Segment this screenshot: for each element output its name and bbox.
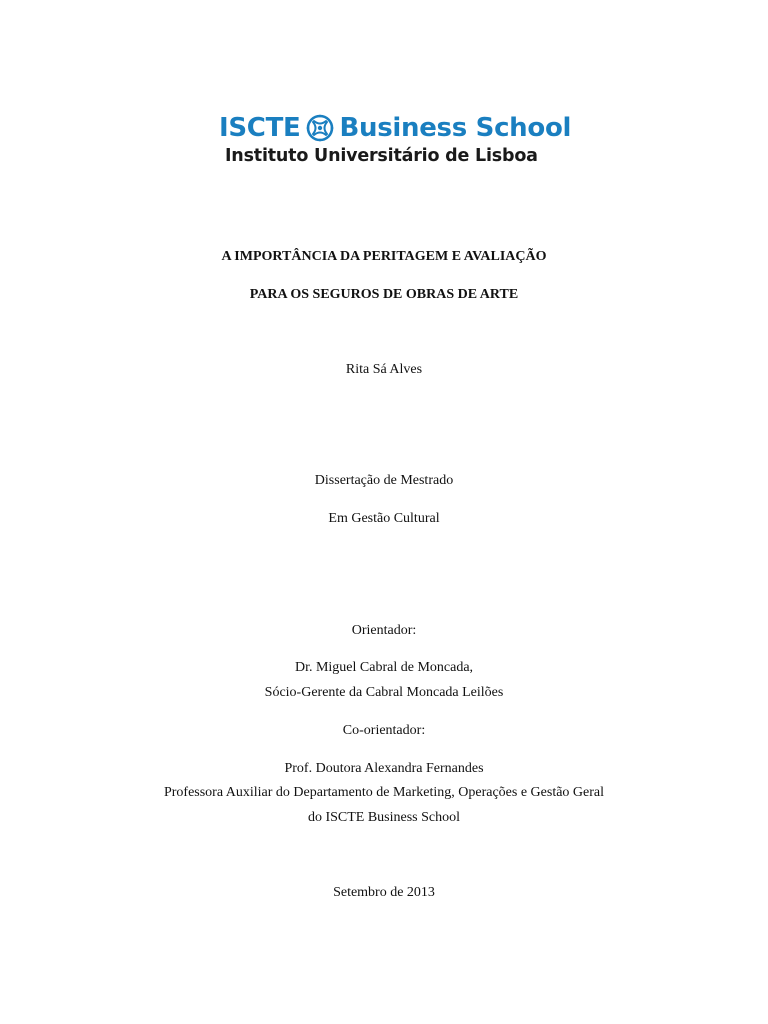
thesis-title-line-1: A IMPORTÂNCIA DA PERITAGEM E AVALIAÇÃO xyxy=(221,249,547,264)
advisor-heading: Orientador: xyxy=(351,623,417,638)
co-advisor-role-line-1: Professora Auxiliar do Departamento de Marketing, Operações e Gestão Geral xyxy=(163,785,605,800)
degree-field: Em Gestão Cultural xyxy=(328,511,440,526)
advisor-name: Dr. Miguel Cabral de Moncada, xyxy=(294,660,474,675)
co-advisor-name: Prof. Doutora Alexandra Fernandes xyxy=(284,761,484,776)
submission-date: Setembro de 2013 xyxy=(333,885,435,900)
advisor-role: Sócio-Gerente da Cabral Moncada Leilões xyxy=(264,685,504,700)
author-name: Rita Sá Alves xyxy=(345,362,423,377)
logo-subtitle: Instituto Universitário de Lisboa xyxy=(225,146,538,166)
logo-name-right: Business School xyxy=(339,113,572,143)
logo-wordmark xyxy=(219,110,571,146)
thesis-title-line-2: PARA OS SEGUROS DE OBRAS DE ARTE xyxy=(249,287,519,302)
co-advisor-role-line-2: do ISCTE Business School xyxy=(307,810,461,825)
co-advisor-heading: Co-orientador: xyxy=(342,723,426,738)
iscte-business-school-logo xyxy=(219,110,572,170)
degree-type: Dissertação de Mestrado xyxy=(314,473,454,488)
logo-name-left: ISCTE xyxy=(219,113,301,143)
iscte-swirl-emblem-icon xyxy=(305,113,335,143)
